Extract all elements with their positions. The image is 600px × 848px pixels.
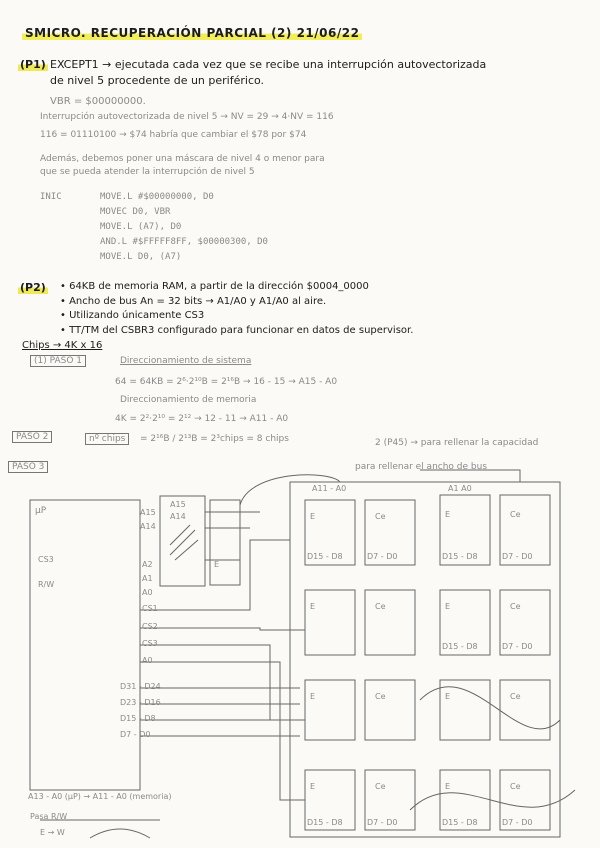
bottom-note: E → W <box>40 828 65 837</box>
p1-note1: Además, debemos poner una máscara de nivel 4 o menor para <box>40 154 325 164</box>
p1-conv: 116 = 01110100 → $74 habría que cambiar el $78 por $74 <box>40 130 307 140</box>
cs-line: CS2 <box>142 622 158 631</box>
microprocessor-block <box>30 500 140 790</box>
chip-data: D7 - D0 <box>502 552 533 561</box>
code-line: MOVE.L D0, (A7) <box>100 252 182 262</box>
chip-data: D15 - D8 <box>442 818 478 827</box>
p2-bullet: • 64KB de memoria RAM, a partir de la dirección $0004_0000 <box>60 281 369 292</box>
mem-addr-label: A1 A0 <box>448 484 472 493</box>
step3-label: PASO 3 <box>8 462 48 472</box>
up-label: μP <box>35 506 47 516</box>
dec-in: A14 <box>140 522 156 531</box>
p2-bullet: • Ancho de bus An = 32 bits → A1/A0 y A1/A0 al aire. <box>60 296 327 307</box>
dec-in: A1 <box>142 574 153 583</box>
p1-line1: EXCEPT1 → ejecutada cada vez que se recibe una interrupción autovectorizada <box>50 58 487 71</box>
decoder-block <box>160 496 205 586</box>
cs-line: CS1 <box>142 604 158 613</box>
bottom-note: A13 - A0 (μP) → A11 - A0 (memoria) <box>28 792 172 801</box>
page-title: SMICRO. RECUPERACIÓN PARCIAL (2) 21/06/22 <box>22 26 362 40</box>
data-line: D31 - D24 <box>120 682 161 691</box>
code-line: MOVE.L (A7), D0 <box>100 222 182 232</box>
step2-calc: = 2¹⁶B / 2¹³B = 2³chips = 8 chips <box>140 434 289 444</box>
chip-data: D15 - D8 <box>307 552 343 561</box>
chip-ce: Ce <box>375 692 386 701</box>
code-line: MOVE.L #$00000000, D0 <box>100 192 214 202</box>
p2-bullet: • TT/TM del CSBR3 configurado para funcionar en datos de supervisor. <box>60 325 414 336</box>
chip-data: D7 - D0 <box>502 818 533 827</box>
dec-in: A0 <box>142 588 153 597</box>
memory-chip <box>365 680 415 740</box>
data-line: D7 - D0 <box>120 730 151 739</box>
chip-enable: E <box>445 602 451 611</box>
chip-data: D15 - D8 <box>442 552 478 561</box>
chip-ce: Ce <box>375 782 386 791</box>
bottom-note: Pasa R/W <box>30 812 68 821</box>
p1-tag: (P1) <box>20 58 46 71</box>
p2-bullet: • Utilizando únicamente CS3 <box>60 310 205 321</box>
chip-data: D15 - D8 <box>307 818 343 827</box>
chip-ce: Ce <box>510 692 521 701</box>
cs-line: CS3 <box>142 639 158 648</box>
step1-calc2: 4K = 2²·2¹⁰ = 2¹² → 12 - 11 → A11 - A0 <box>115 414 289 424</box>
chip-enable: E <box>310 602 316 611</box>
code-line: AND.L #$FFFFF8FF, $00000300, D0 <box>100 237 268 247</box>
chip-data: D7 - D0 <box>367 552 398 561</box>
chip-enable: E <box>445 510 451 519</box>
chip-ce: Ce <box>510 510 521 519</box>
chip-data: D7 - D0 <box>367 818 398 827</box>
code-line: MOVEC D0, VBR <box>100 207 171 217</box>
p1-auto: Interrupción autovectorizada de nivel 5 → NV = 29 → 4·NV = 116 <box>40 112 334 122</box>
memory-chip <box>305 590 355 655</box>
dec-out: A15 <box>170 500 186 509</box>
step1-title: Direccionamiento de sistema <box>120 356 252 366</box>
step2-note2: para rellenar el ancho de bus <box>355 462 488 472</box>
code-label: INIC <box>40 192 62 202</box>
p1-note2: que se pueda atender la interrupción de nivel 5 <box>40 167 255 177</box>
p2-tag: (P2) <box>20 281 46 294</box>
chip-data: D15 - D8 <box>442 642 478 651</box>
cs-line: A0 <box>142 656 153 665</box>
step1-sub: Direccionamiento de memoria <box>120 395 257 405</box>
step1-label: (1) PASO 1 <box>30 356 86 366</box>
step1-calc1: 64 = 64KB = 2⁶·2¹⁰B = 2¹⁶B → 16 - 15 → A15 - A0 <box>115 377 338 387</box>
chip-enable: E <box>445 782 451 791</box>
decoder-output-block <box>210 500 240 585</box>
chip-enable: E <box>445 692 451 701</box>
memory-chip <box>365 590 415 655</box>
chip-ce: Ce <box>510 782 521 791</box>
mem-addr-label: A11 - A0 <box>312 484 347 493</box>
chip-enable: E <box>310 782 316 791</box>
chip-ce: Ce <box>375 512 386 521</box>
step2-nchips: nº chips <box>85 434 129 444</box>
p1-line2: de nivel 5 procedente de un periférico. <box>50 74 265 87</box>
rw-label: R/W <box>38 580 55 589</box>
chip-ce: Ce <box>510 602 521 611</box>
dec-out: A14 <box>170 512 186 521</box>
cs3-label: CS3 <box>38 555 54 564</box>
memory-chip <box>500 680 550 740</box>
chip-ce: Ce <box>375 602 386 611</box>
step2-note1: 2 (P45) → para rellenar la capacidad <box>375 438 539 448</box>
dec-enable: E <box>214 560 220 569</box>
step2-label: PASO 2 <box>12 432 52 442</box>
chip-enable: E <box>310 692 316 701</box>
chip-data: D7 - D0 <box>502 642 533 651</box>
data-line: D23 - D16 <box>120 698 161 707</box>
data-line: D15 - D8 <box>120 714 156 723</box>
chips-spec: Chips → 4K x 16 <box>22 340 103 351</box>
memory-chip <box>305 680 355 740</box>
chip-enable: E <box>310 512 316 521</box>
dec-in: A2 <box>142 560 153 569</box>
p1-vbr: VBR = $00000000. <box>50 96 146 107</box>
memory-chip <box>440 680 490 740</box>
dec-in: A15 <box>140 508 156 517</box>
